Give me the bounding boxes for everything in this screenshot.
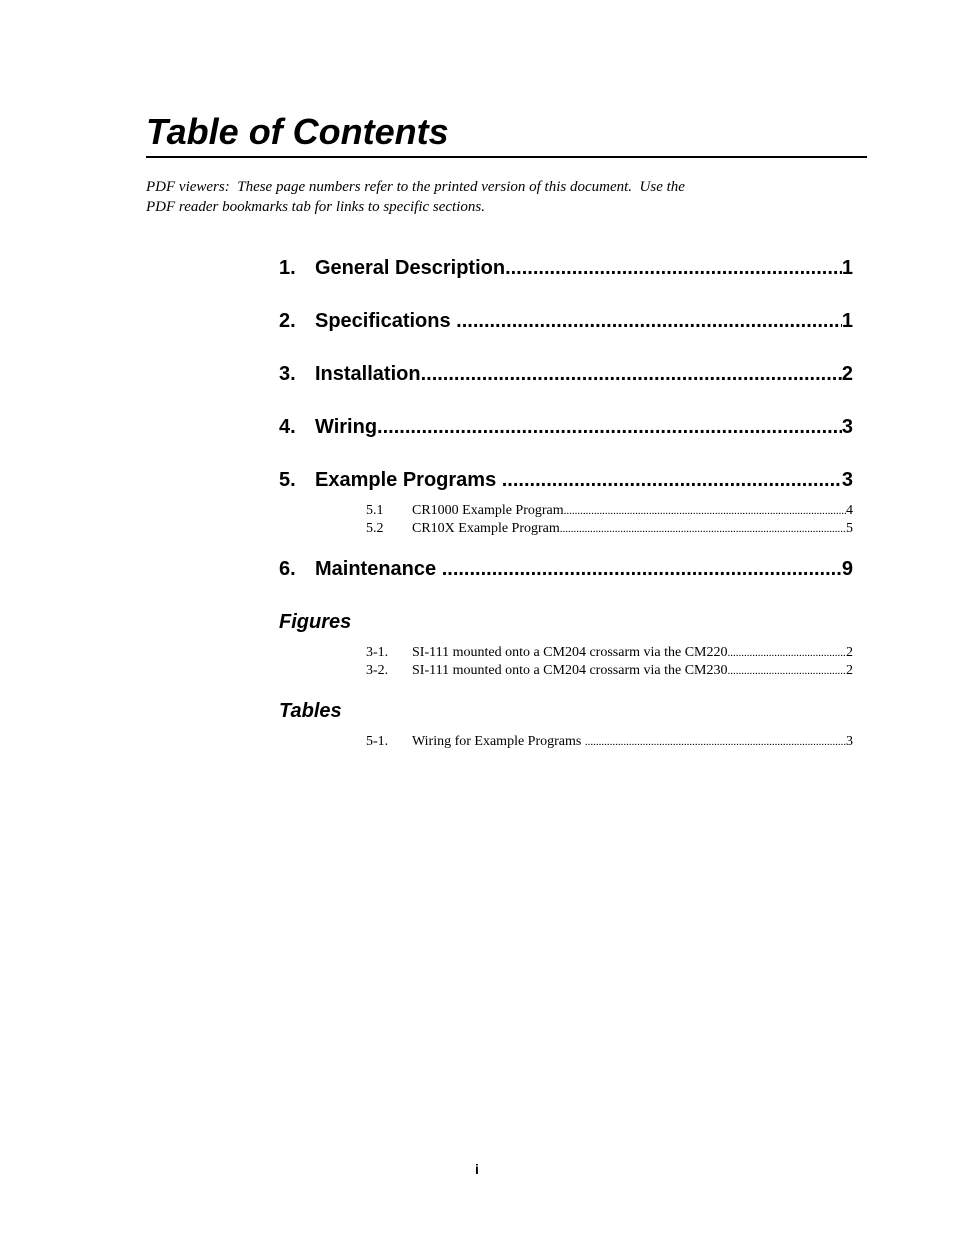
toc-entry-number: 1.	[279, 257, 296, 279]
dot-leader	[505, 253, 842, 283]
pdf-viewer-note-line: PDF viewers: These page numbers refer to the printed version of this document. Use the	[146, 179, 685, 195]
toc-entry-page: 9	[841, 558, 853, 580]
toc-subentry-page: 5	[846, 521, 853, 536]
page-title: Table of Contents	[146, 111, 449, 152]
page-number: i	[475, 1161, 479, 1177]
toc-entry-label: General Description	[315, 257, 506, 279]
toc-entry-label: Example Programs	[315, 469, 502, 491]
table-entry-page: 3	[846, 734, 853, 749]
toc-subentry-page: 4	[846, 503, 853, 518]
figure-entry-number: 3-1.	[366, 645, 389, 660]
toc-entry-number: 6.	[279, 558, 296, 580]
dot-leader	[456, 306, 842, 336]
toc-entry-wiring[interactable]	[279, 412, 853, 442]
dot-leader	[421, 359, 842, 389]
toc-entry-number: 2.	[279, 310, 296, 332]
toc-entry-example-programs[interactable]	[279, 465, 853, 495]
toc-subentry-number: 5.2	[366, 521, 384, 536]
dot-leader	[442, 554, 842, 584]
toc-subentry-cr1000-example-program[interactable]	[366, 502, 853, 520]
toc-subentry-label: CR1000 Example Program	[412, 503, 564, 518]
toc-entry-page: 1	[841, 310, 853, 332]
figure-entry[interactable]	[366, 662, 853, 680]
tables-heading: Tables	[279, 700, 342, 722]
toc-subentry-cr10x-example-program[interactable]	[366, 520, 853, 538]
toc-entry-installation[interactable]	[279, 359, 853, 389]
dot-leader	[564, 502, 846, 520]
dot-leader	[377, 412, 842, 442]
table-entry-label: Wiring for Example Programs	[412, 734, 585, 749]
dot-leader	[585, 733, 846, 751]
title-rule	[146, 156, 867, 158]
figure-entry-label: SI-111 mounted onto a CM204 crossarm via the CM230	[412, 663, 728, 678]
toc-subentry-number: 5.1	[366, 503, 384, 518]
table-entry[interactable]	[366, 733, 853, 751]
dot-leader	[728, 662, 847, 680]
figure-entry-page: 2	[846, 663, 853, 678]
toc-entry-number: 5.	[279, 469, 296, 491]
figure-entry-page: 2	[846, 645, 853, 660]
toc-entry-label: Installation	[315, 363, 421, 385]
figure-entry-label: SI-111 mounted onto a CM204 crossarm via the CM220	[412, 645, 728, 660]
toc-entry-maintenance[interactable]	[279, 554, 853, 584]
figures-heading: Figures	[279, 611, 352, 633]
toc-entry-page: 2	[841, 363, 853, 385]
dot-leader	[728, 644, 847, 662]
toc-subentry-label: CR10X Example Program	[412, 521, 560, 536]
toc-entry-label: Maintenance	[315, 558, 442, 580]
toc-entry-specifications[interactable]	[279, 306, 853, 336]
figure-entry-number: 3-2.	[366, 663, 389, 678]
toc-entry-general-description[interactable]	[279, 253, 853, 283]
toc-entry-number: 4.	[279, 416, 296, 438]
toc-entry-page: 1	[841, 257, 853, 279]
table-entry-number: 5-1.	[366, 734, 389, 749]
toc-entry-page: 3	[841, 469, 853, 491]
toc-entry-number: 3.	[279, 363, 296, 385]
toc-entry-label: Wiring	[315, 416, 378, 438]
pdf-viewer-note	[146, 177, 806, 217]
figure-entry[interactable]	[366, 644, 853, 662]
toc-entry-label: Specifications	[315, 310, 457, 332]
dot-leader	[502, 465, 842, 495]
toc-entry-page: 3	[841, 416, 853, 438]
pdf-viewer-note-line: PDF reader bookmarks tab for links to specific sections.	[146, 199, 485, 215]
dot-leader	[560, 520, 846, 538]
